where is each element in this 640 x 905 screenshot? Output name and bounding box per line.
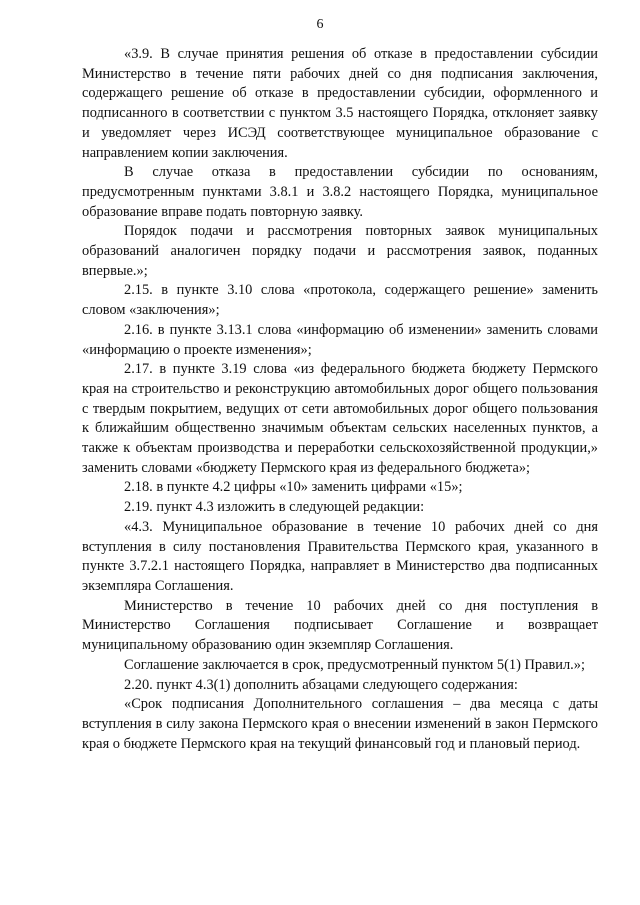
paragraph-2-20: 2.20. пункт 4.3(1) дополнить абзацами следующего содержания:: [124, 676, 518, 693]
paragraph-2-19: 2.19. пункт 4.3 изложить в следующей редакции:: [124, 499, 425, 516]
paragraph-2-18: 2.18. в пункте 4.2 цифры «10» заменить цифрами «15»;: [124, 479, 463, 496]
page-number: 6: [316, 17, 324, 32]
paragraph-signing-deadline: «Срок подписания Дополнительного соглашения – два месяца с даты вступления в силу закона Пермского края о внесении изменений в закон Пермского края о бюджете Пермского края на текущий финансовый год и плановый период.: [82, 696, 598, 752]
paragraph-3-9: «3.9. В случае принятия решения об отказе в предоставлении субсидии Министерство в течение пяти рабочих дней со дня подписания заключения, содержащего решение об отказе в предоставлении субсидии, оформленного и подписанного в соответствии с пунктом 3.5 настоящего Порядка, отклоняет заявку и уведомляет через ИСЭД соответствующее муниципальное образование с направлением копии заключения.: [82, 46, 598, 161]
paragraph-ministry-signing: Министерство в течение 10 рабочих дней со дня поступления в Министерство Соглашения подписывает Соглашение и возвращает муниципальному образованию один экземпляр Соглашения.: [82, 597, 598, 654]
paragraph-2-17: 2.17. в пункте 3.19 слова «из федерального бюджета бюджету Пермского края на строительство и реконструкцию автомобильных дорог общего пользования с твердым покрытием, ведущих от сети автомобильных дорог общего пользования к ближайшим общественно значимым объектам сельских населенных пунктов, а также к объектам производства и переработки сельскохозяйственной продукции,» заменить словами «бюджету Пермского края из федерального бюджета»;: [82, 361, 598, 476]
paragraph-refusal-reapply: В случае отказа в предоставлении субсидии по основаниям, предусмотренным пунктами 3.8.1 и 3.8.2 настоящего Порядка, муниципальное образование вправе подать повторную заявку.: [82, 164, 598, 220]
document-body: [82, 45, 598, 754]
paragraph-repeat-procedure: Порядок подачи и рассмотрения повторных заявок муниципальных образований аналогичен порядку подачи и рассмотрения заявок, поданных впервые.»;: [82, 223, 598, 279]
paragraph-agreement-term: Соглашение заключается в срок, предусмотренный пунктом 5(1) Правил.»;: [124, 656, 585, 673]
paragraph-4-3: «4.3. Муниципальное образование в течение 10 рабочих дней со дня вступления в силу постановления Правительства Пермского края, указанного в пункте 3.7.2.1 настоящего Порядка, направляет в Министерство два подписанных экземпляра Соглашения.: [82, 518, 598, 594]
paragraph-2-16: 2.16. в пункте 3.13.1 слова «информацию об изменении» заменить словами «информацию о проекте изменения»;: [82, 321, 598, 358]
paragraph-2-15: 2.15. в пункте 3.10 слова «протокола, содержащего решение» заменить словом «заключения»;: [82, 282, 598, 319]
